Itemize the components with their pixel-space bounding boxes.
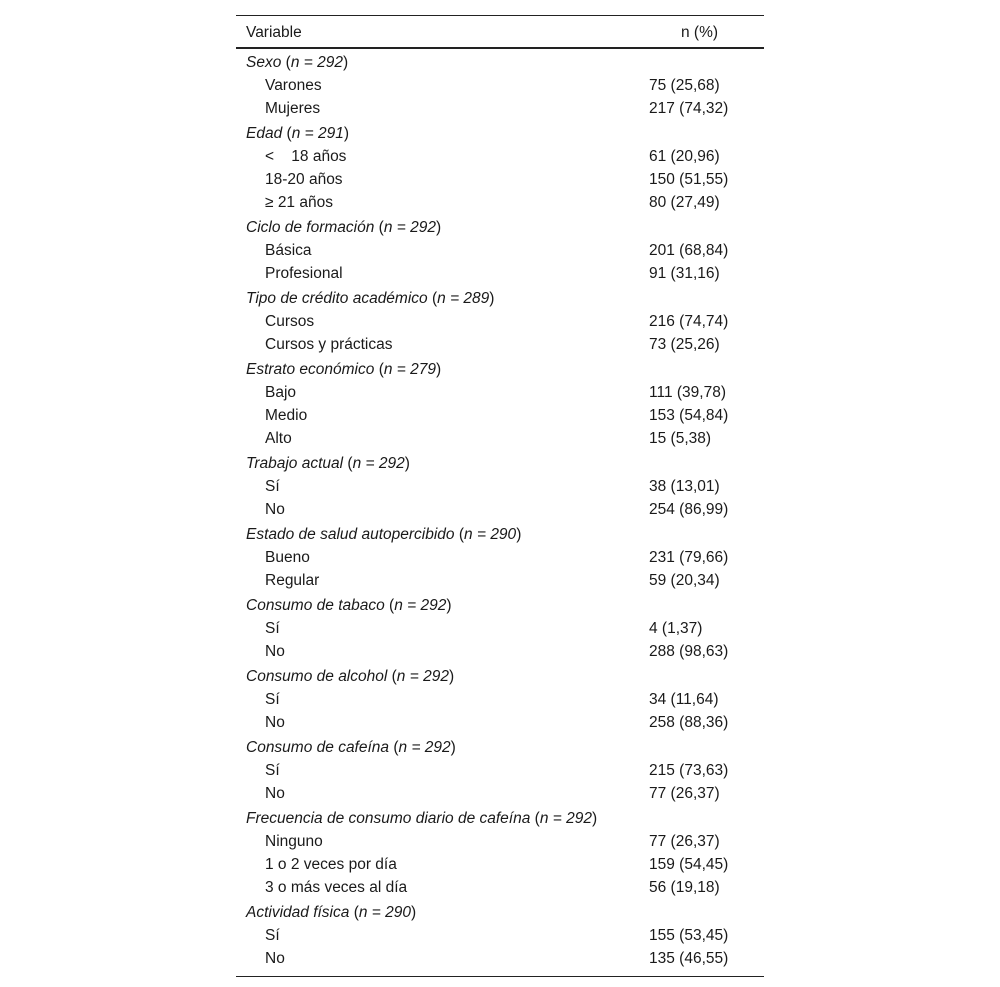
- table-section: [236, 122, 764, 214]
- row-label: No: [265, 643, 285, 660]
- row-label: Básica: [265, 242, 312, 259]
- row-label: Sí: [265, 691, 280, 708]
- table-row: [236, 239, 764, 262]
- row-label: Varones: [265, 77, 322, 94]
- table-row: [236, 498, 764, 521]
- section-title: Consumo de cafeína (n = 292): [246, 739, 456, 756]
- row-label: < 18 años: [265, 148, 347, 165]
- table-body: [236, 49, 764, 976]
- table-row: [236, 97, 764, 120]
- table-section: [236, 216, 764, 285]
- demographics-table: [236, 15, 764, 977]
- table-row: [236, 310, 764, 333]
- row-label: Mujeres: [265, 100, 321, 117]
- table-row: [236, 191, 764, 214]
- row-label: Alto: [265, 430, 292, 447]
- section-title: Tipo de crédito académico (n = 289): [246, 290, 495, 307]
- row-value: 77 (26,37): [649, 833, 720, 850]
- section-title: Estrato económico (n = 279): [246, 361, 442, 378]
- table-row: [236, 853, 764, 876]
- table-row: [236, 947, 764, 970]
- row-value: 73 (25,26): [649, 336, 720, 353]
- table-row: [236, 262, 764, 285]
- row-label: Bajo: [265, 384, 297, 401]
- row-value: 61 (20,96): [649, 148, 720, 165]
- table-row: [236, 404, 764, 427]
- table-header-row: [236, 16, 764, 47]
- table-row: [236, 759, 764, 782]
- table-row: [236, 381, 764, 404]
- table-row: [236, 876, 764, 899]
- section-title: Trabajo actual (n = 292): [246, 455, 410, 472]
- table-section: [236, 452, 764, 521]
- table-row: [236, 569, 764, 592]
- section-title: Edad (n = 291): [246, 125, 350, 142]
- row-value: 34 (11,64): [649, 691, 719, 708]
- row-label: 3 o más veces al día: [265, 879, 408, 896]
- table-row: [236, 617, 764, 640]
- table-section: [236, 358, 764, 450]
- row-label: Medio: [265, 407, 308, 424]
- row-value: 15 (5,38): [649, 430, 712, 447]
- section-title: Ciclo de formación (n = 292): [246, 219, 442, 236]
- row-label: Sí: [265, 478, 280, 495]
- table-section: [236, 594, 764, 663]
- row-value: 231 (79,66): [649, 549, 729, 566]
- row-label: Cursos y prácticas: [265, 336, 393, 353]
- row-label: Regular: [265, 572, 320, 589]
- row-value: 155 (53,45): [649, 927, 729, 944]
- table-row: [236, 546, 764, 569]
- table-section: [236, 665, 764, 734]
- row-value: 159 (54,45): [649, 856, 729, 873]
- row-label: Bueno: [265, 549, 310, 566]
- row-value: 288 (98,63): [649, 643, 729, 660]
- section-title: Consumo de tabaco (n = 292): [246, 597, 452, 614]
- table-section: [236, 736, 764, 805]
- section-title: Actividad física (n = 290): [246, 904, 417, 921]
- row-value: 111 (39,78): [649, 384, 726, 401]
- row-label: Sí: [265, 620, 280, 637]
- row-label: 18-20 años: [265, 171, 343, 188]
- table-section: [236, 807, 764, 899]
- row-value: 135 (46,55): [649, 950, 729, 967]
- section-title: Sexo (n = 292): [246, 54, 349, 71]
- table-row: [236, 830, 764, 853]
- row-value: 150 (51,55): [649, 171, 729, 188]
- row-label: No: [265, 714, 285, 731]
- table-row: [236, 688, 764, 711]
- table-section: [236, 901, 764, 970]
- row-value: 215 (73,63): [649, 762, 729, 779]
- table-row: [236, 475, 764, 498]
- row-value: 216 (74,74): [649, 313, 729, 330]
- row-value: 201 (68,84): [649, 242, 729, 259]
- row-label: No: [265, 785, 285, 802]
- row-label: Sí: [265, 927, 280, 944]
- header-variable: Variable: [246, 24, 302, 41]
- row-value: 153 (54,84): [649, 407, 729, 424]
- row-value: 59 (20,34): [649, 572, 720, 589]
- row-value: 254 (86,99): [649, 501, 729, 518]
- row-value: 56 (19,18): [649, 879, 720, 896]
- header-n-percent: n (%): [681, 24, 719, 41]
- row-value: 38 (13,01): [649, 478, 720, 495]
- table-row: [236, 74, 764, 97]
- row-value: 80 (27,49): [649, 194, 720, 211]
- row-label: No: [265, 950, 285, 967]
- row-label: 1 o 2 veces por día: [265, 856, 397, 873]
- table-row: [236, 782, 764, 805]
- table-row: [236, 145, 764, 168]
- section-title: Consumo de alcohol (n = 292): [246, 668, 455, 685]
- row-value: 75 (25,68): [649, 77, 720, 94]
- row-value: 77 (26,37): [649, 785, 720, 802]
- row-value: 258 (88,36): [649, 714, 729, 731]
- row-label: Sí: [265, 762, 280, 779]
- section-title: Estado de salud autopercibido (n = 290): [246, 526, 522, 543]
- table-row: [236, 168, 764, 191]
- table-bottom-rule: [236, 976, 764, 977]
- row-label: No: [265, 501, 285, 518]
- table-section: [236, 523, 764, 592]
- table-row: [236, 711, 764, 734]
- row-label: ≥ 21 años: [265, 194, 333, 211]
- table-section: [236, 287, 764, 356]
- table-section: [236, 51, 764, 120]
- row-value: 217 (74,32): [649, 100, 729, 117]
- row-label: Cursos: [265, 313, 315, 330]
- section-title: Frecuencia de consumo diario de cafeína (n = 292): [246, 810, 598, 827]
- table-row: [236, 427, 764, 450]
- table-row: [236, 333, 764, 356]
- row-label: Profesional: [265, 265, 343, 282]
- row-value: 4 (1,37): [649, 620, 703, 637]
- table-row: [236, 924, 764, 947]
- row-value: 91 (31,16): [649, 265, 720, 282]
- table-row: [236, 640, 764, 663]
- row-label: Ninguno: [265, 833, 323, 850]
